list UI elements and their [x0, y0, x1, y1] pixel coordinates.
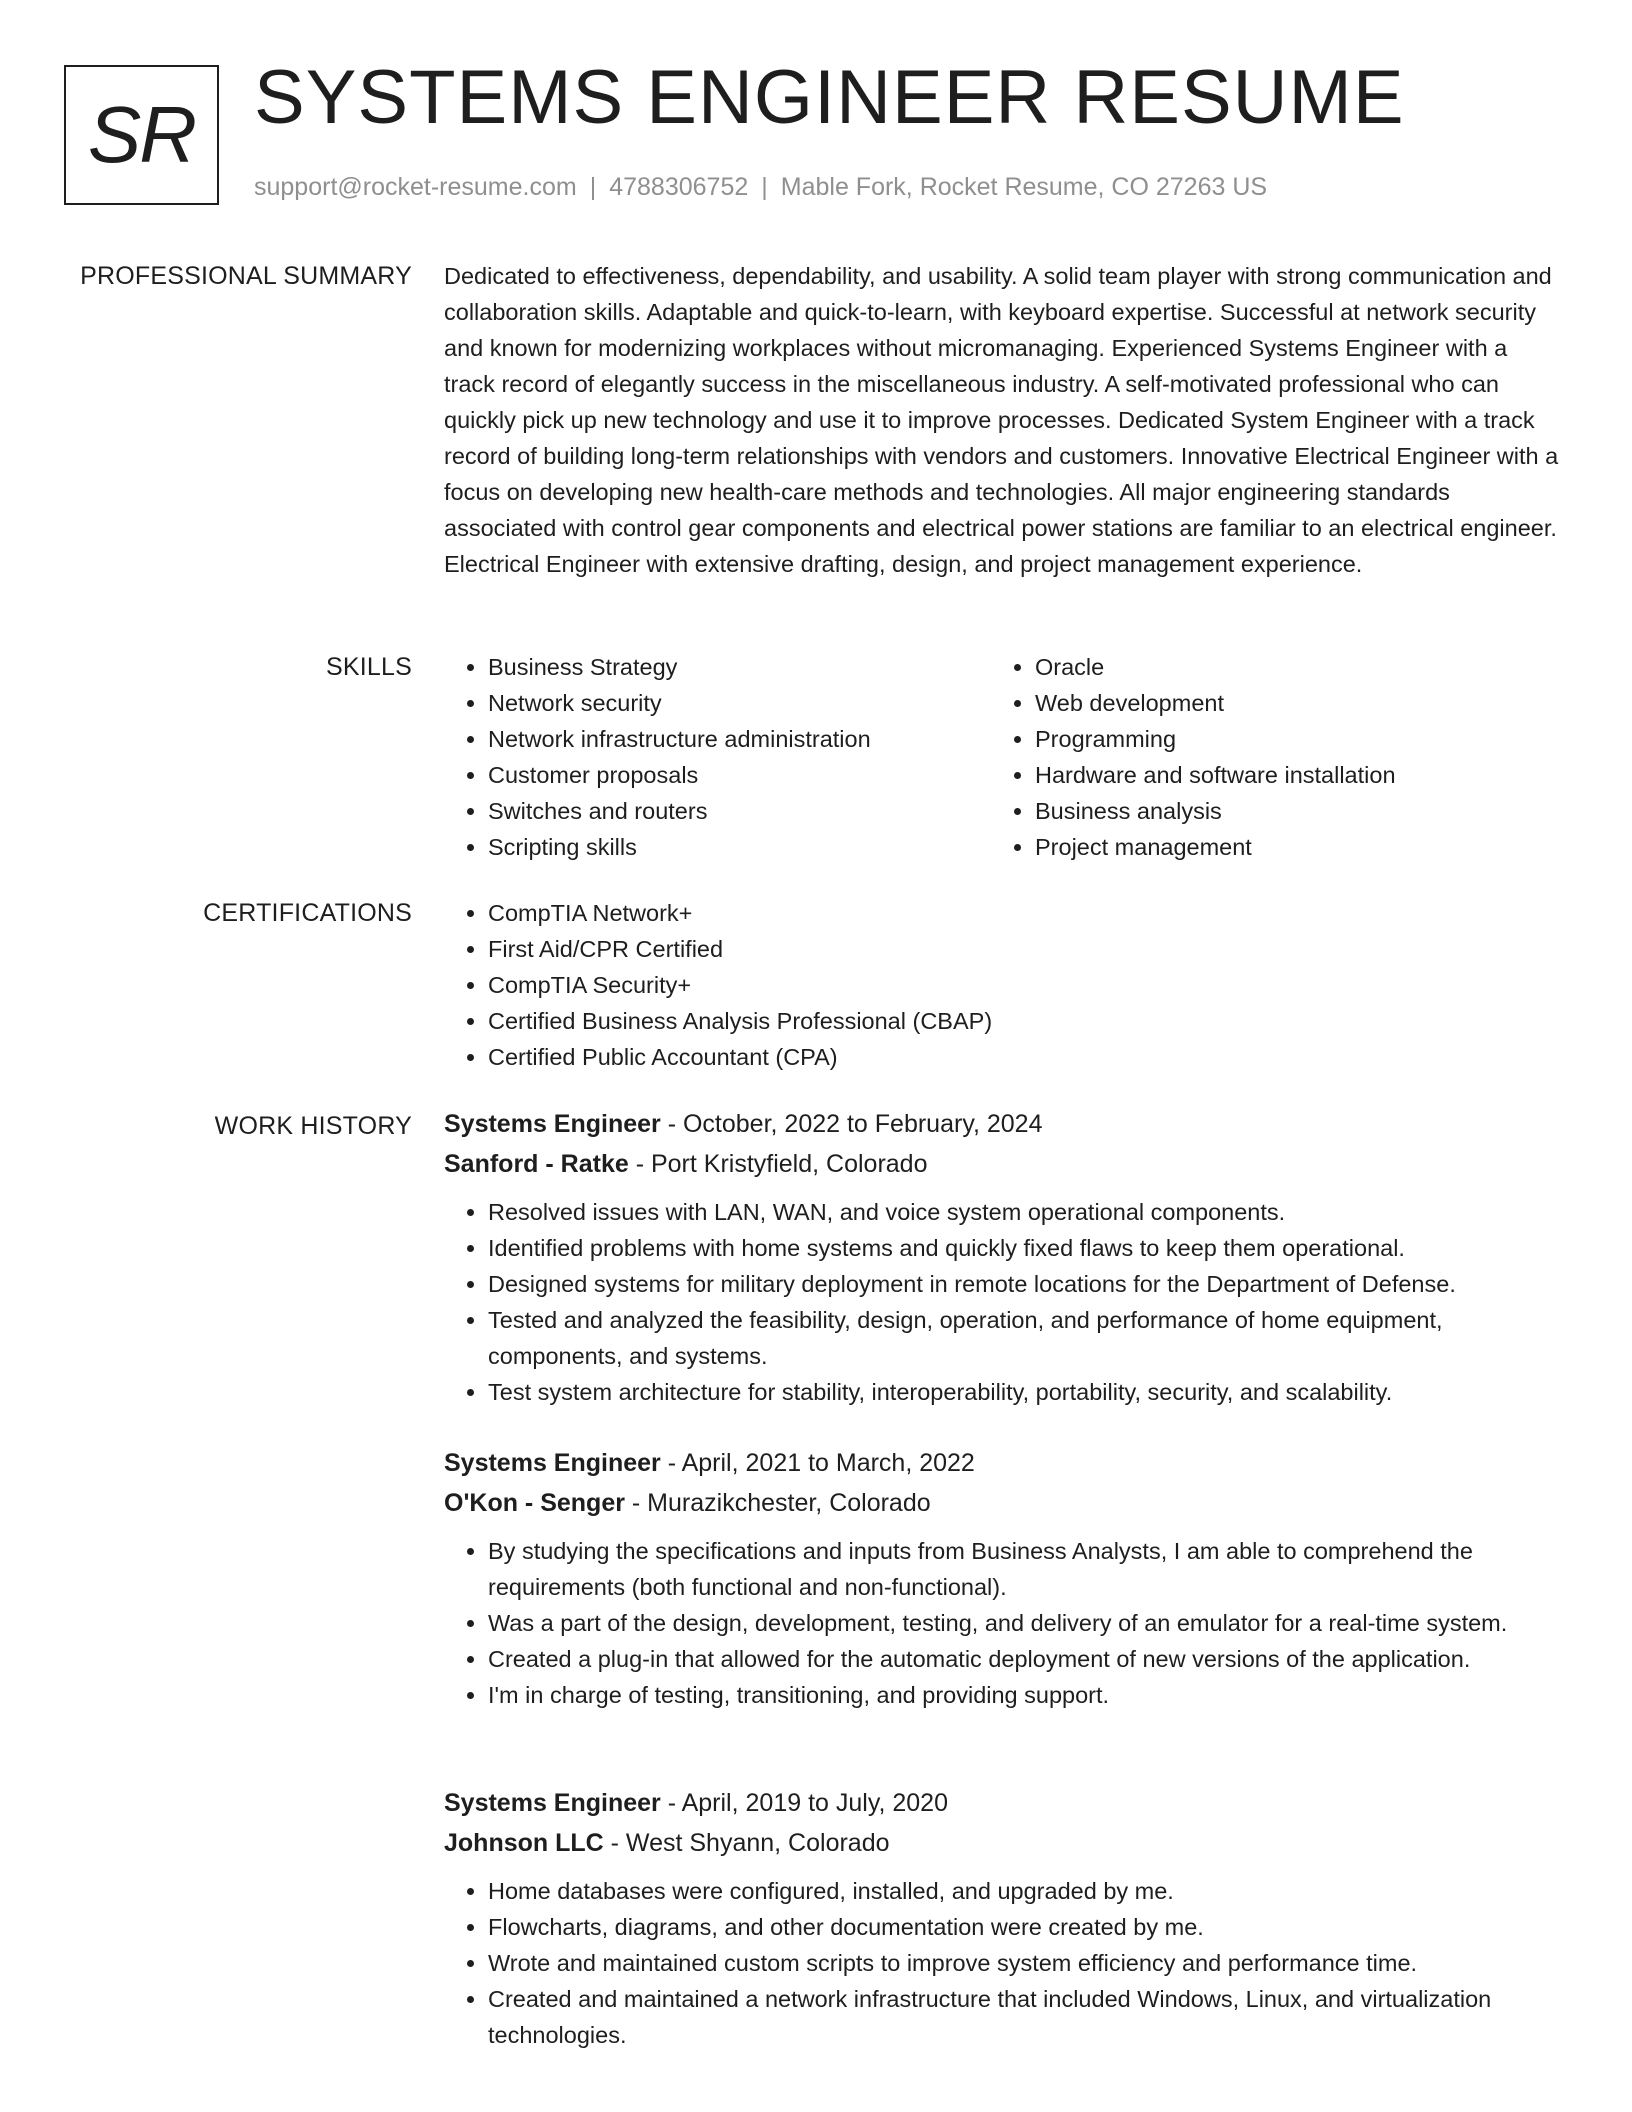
summary-text: Dedicated to effectiveness, dependability, and usability. A solid team player with strong communication and collaboration skills. Adaptable and quick-to-learn, with keyboard expertise. Successful at network security and known for modernizing workplaces without micromanaging. Experienced Systems Engineer with a track record of elegantly success in the miscellaneous industry. A self-motivated professional who can quickly pick up new technology and use it to improve processes. Dedicated System Engineer with a track record of building long-term relationships with vendors and customers. Innovative Electrical Engineer with a focus on developing new health-care methods and technologies. All major engineering standards associated with control gear components and electrical power stations are familiar to an electrical engineer. Electrical Engineer with extensive drafting, design, and project management experience.: [444, 263, 1559, 577]
monogram-logo: SR: [64, 65, 219, 205]
job-dates: - April, 2021 to March, 2022: [660, 1449, 975, 1477]
job-title: Systems Engineer: [444, 1110, 661, 1138]
job-bullet: • Designed systems for military deployment in remote locations for the Department of Defense.: [488, 1266, 1559, 1302]
certifications-body: [444, 895, 1559, 1075]
job-company-line: [444, 1823, 1559, 1863]
contact-separator: |: [589, 173, 597, 201]
section-label-work-history: WORK HISTORY: [214, 1112, 412, 1140]
contact-address: Mable Fork, Rocket Resume, CO 27263 US: [780, 173, 1268, 201]
job-location: - Port Kristyfield, Colorado: [628, 1150, 928, 1178]
skill-item: • Customer proposals: [488, 757, 991, 793]
job-title-line: [444, 1783, 1559, 1823]
job-location: - West Shyann, Colorado: [603, 1829, 890, 1857]
section-label-summary: PROFESSIONAL SUMMARY: [80, 262, 412, 290]
skills-list-left: [444, 649, 991, 865]
job-bullet: • Created a plug-in that allowed for the automatic deployment of new versions of the application.: [488, 1641, 1559, 1677]
certifications-list: [444, 895, 1559, 1075]
skill-item: • Programming: [1035, 721, 1538, 757]
job-bullet: • Wrote and maintained custom scripts to improve system efficiency and performance time.: [488, 1945, 1559, 1981]
job-title: Systems Engineer: [444, 1449, 661, 1477]
skills-lists: [444, 649, 1559, 865]
contact-phone[interactable]: 4788306752: [609, 173, 749, 201]
job-entry: [444, 1783, 1559, 2053]
skill-item: • Network security: [488, 685, 991, 721]
job-bullets: [444, 1873, 1559, 2053]
job-bullet: • Flowcharts, diagrams, and other documentation were created by me.: [488, 1909, 1559, 1945]
job-entry: [444, 1443, 1559, 1713]
skills-list-right: [991, 649, 1538, 865]
certification-item: • Certified Public Accountant (CPA): [488, 1039, 1559, 1075]
skill-item: • Business Strategy: [488, 649, 991, 685]
certification-item: • CompTIA Security+: [488, 967, 1559, 1003]
section-label-certifications: CERTIFICATIONS: [203, 899, 412, 927]
certification-item: • CompTIA Network+: [488, 895, 1559, 931]
job-dates: - April, 2019 to July, 2020: [660, 1789, 948, 1817]
job-bullet: • Tested and analyzed the feasibility, design, operation, and performance of home equipment, components, and systems.: [488, 1302, 1559, 1374]
job-dates: - October, 2022 to February, 2024: [660, 1110, 1043, 1138]
job-title: Systems Engineer: [444, 1789, 661, 1817]
contact-line: [254, 172, 1267, 202]
job-bullet: • Was a part of the design, development, testing, and delivery of an emulator for a real-time system.: [488, 1605, 1559, 1641]
job-bullet: • Created and maintained a network infrastructure that included Windows, Linux, and virtualization technologies.: [488, 1981, 1559, 2053]
job-company-line: [444, 1483, 1559, 1523]
contact-separator: |: [761, 173, 768, 201]
job-title-line: [444, 1443, 1559, 1483]
skill-item: • Switches and routers: [488, 793, 991, 829]
job-title-line: [444, 1104, 1559, 1144]
skill-item: • Network infrastructure administration: [488, 721, 991, 757]
job-bullets: [444, 1533, 1559, 1713]
job-bullet: • I'm in charge of testing, transitioning, and providing support.: [488, 1677, 1559, 1713]
job-bullets: [444, 1194, 1559, 1410]
certification-item: • First Aid/CPR Certified: [488, 931, 1559, 967]
skill-item: • Project management: [1035, 829, 1538, 865]
job-company: Johnson LLC: [444, 1829, 604, 1857]
skill-item: • Oracle: [1035, 649, 1538, 685]
skill-item: • Hardware and software installation: [1035, 757, 1538, 793]
skill-item: • Business analysis: [1035, 793, 1538, 829]
section-label-skills: SKILLS: [326, 653, 412, 681]
job-entry: [444, 1104, 1559, 1410]
job-location: - Murazikchester, Colorado: [624, 1489, 931, 1517]
skill-item: • Scripting skills: [488, 829, 991, 865]
contact-email[interactable]: support@rocket-resume.com: [254, 173, 577, 201]
job-company: Sanford - Ratke: [444, 1150, 629, 1178]
job-bullet: • Resolved issues with LAN, WAN, and voice system operational components.: [488, 1194, 1559, 1230]
job-bullet: • Home databases were configured, installed, and upgraded by me.: [488, 1873, 1559, 1909]
certification-item: • Certified Business Analysis Professional (CBAP): [488, 1003, 1559, 1039]
job-company: O'Kon - Senger: [444, 1489, 625, 1517]
job-company-line: [444, 1144, 1559, 1184]
skill-item: • Web development: [1035, 685, 1538, 721]
job-bullet: • Identified problems with home systems and quickly fixed flaws to keep them operational.: [488, 1230, 1559, 1266]
resume-title: SYSTEMS ENGINEER RESUME: [254, 55, 1405, 140]
job-bullet: • Test system architecture for stability, interoperability, portability, security, and scalability.: [488, 1374, 1559, 1410]
job-bullet: • By studying the specifications and inputs from Business Analysts, I am able to comprehend the requirements (both functional and non-functional).: [488, 1533, 1559, 1605]
